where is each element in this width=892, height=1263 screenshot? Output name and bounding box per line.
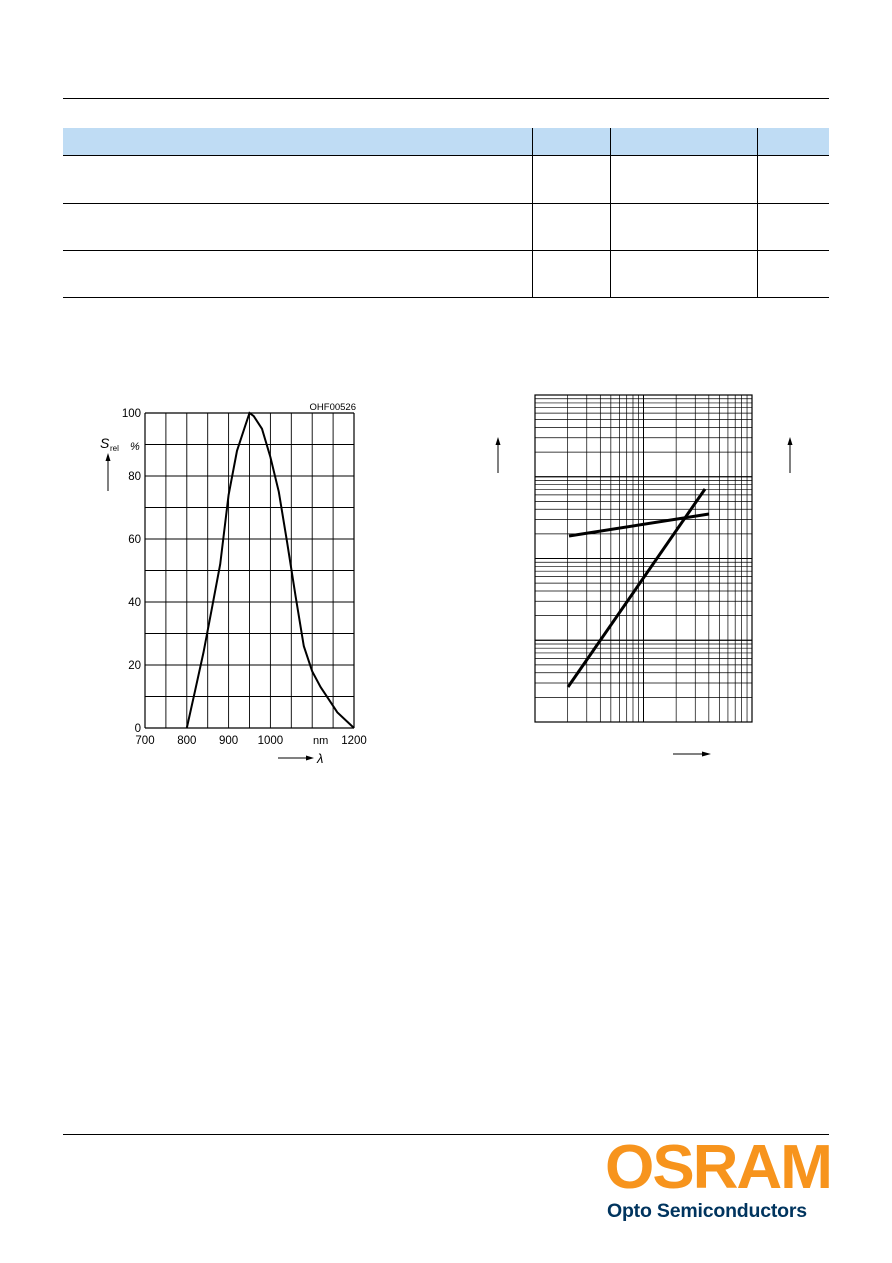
y-axis-arrow-head — [106, 453, 111, 461]
top-rule — [63, 98, 829, 99]
table-bottom-border — [63, 297, 829, 298]
svg-text:OSRAM: OSRAM — [605, 1138, 831, 1192]
table-column-divider — [532, 128, 533, 298]
y-tick-label: 100 — [121, 408, 141, 420]
table-header-row — [63, 128, 829, 155]
x-axis-arrow-head — [702, 752, 711, 757]
x-tick-label: 1200 — [341, 735, 367, 747]
y-axis-subscript: rel — [110, 444, 119, 453]
log-log-chart — [490, 385, 810, 775]
chart-line — [569, 514, 709, 536]
y-tick-label: 60 — [128, 534, 141, 546]
x-tick-label: 700 — [135, 735, 155, 747]
y-tick-label: 0 — [134, 723, 141, 735]
x-tick-label: 900 — [219, 735, 239, 747]
x-axis-unit: nm — [313, 735, 329, 747]
table-row-divider — [63, 250, 829, 251]
logo-tagline: Opto Semiconductors — [607, 1200, 807, 1222]
chart-line — [568, 489, 705, 687]
chart-grid — [145, 413, 354, 728]
chart-grid — [535, 395, 752, 722]
y-tick-label: 20 — [128, 660, 141, 672]
x-axis-arrow-head — [306, 756, 314, 761]
table-column-divider — [610, 128, 611, 298]
y-axis-symbol: S — [100, 435, 110, 451]
table-column-divider — [757, 128, 758, 298]
y-tick-label: 40 — [128, 597, 141, 609]
x-tick-label: 800 — [177, 735, 197, 747]
y-tick-label: 80 — [128, 471, 141, 483]
osram-logo — [604, 1138, 832, 1192]
x-axis-symbol: λ — [317, 751, 324, 766]
spec-table — [63, 128, 829, 298]
y-axis-unit: % — [130, 441, 140, 453]
footer-rule — [63, 1134, 829, 1135]
left-axis-arrow-head — [496, 437, 501, 445]
table-row-divider — [63, 203, 829, 204]
spectral-sensitivity-chart — [90, 395, 390, 775]
table-row-divider — [63, 155, 829, 156]
chart-id-label: OHF00526 — [309, 402, 356, 413]
x-tick-label: 1000 — [257, 735, 284, 747]
right-axis-arrow-head — [788, 437, 793, 445]
